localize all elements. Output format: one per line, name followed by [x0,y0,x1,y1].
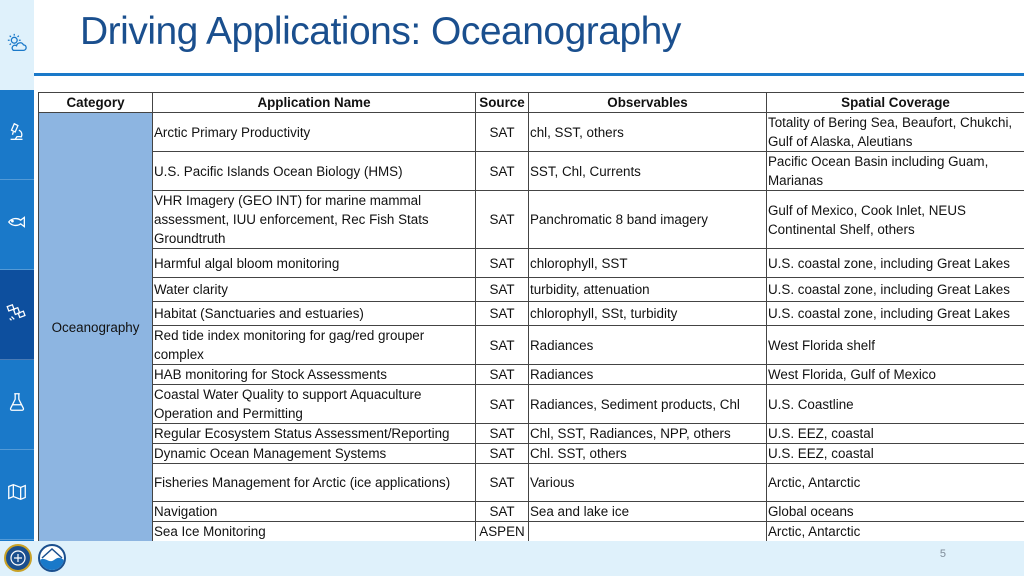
coverage-cell: U.S. coastal zone, including Great Lakes [767,278,1024,302]
table-row [39,113,1024,152]
sidebar-item-weather[interactable] [0,0,34,90]
application-cell: Water clarity [153,278,476,302]
header-category: Category [39,93,153,113]
observables-cell [529,522,767,542]
table-row [39,444,1024,464]
page-number: 5 [939,548,946,560]
sidebar [0,0,34,576]
header-observables: Observables [529,93,767,113]
flask-icon [6,391,28,418]
source-cell: ASPEN [476,522,529,542]
table-row [39,385,1024,424]
sidebar-item-map[interactable] [0,450,34,540]
coverage-cell: Totality of Bering Sea, Beaufort, Chukchi, Gulf of Alaska, Aleutians [767,113,1024,152]
coverage-cell: U.S. coastal zone, including Great Lakes [767,302,1024,326]
observables-cell: Panchromatic 8 band imagery [529,191,767,249]
application-cell: Navigation [153,502,476,522]
observables-cell: chlorophyll, SSt, turbidity [529,302,767,326]
fish-icon [6,211,28,238]
source-cell: SAT [476,365,529,385]
observables-cell: Various [529,464,767,502]
source-cell: SAT [476,152,529,191]
application-cell: Regular Ecosystem Status Assessment/Reporting [153,424,476,444]
source-cell: SAT [476,278,529,302]
source-cell: SAT [476,302,529,326]
coverage-cell: Pacific Ocean Basin including Guam, Marianas [767,152,1024,191]
observables-cell: chl, SST, others [529,113,767,152]
application-cell: Red tide index monitoring for gag/red grouper complex [153,326,476,365]
table-row [39,424,1024,444]
map-icon [6,481,28,508]
application-cell: Habitat (Sanctuaries and estuaries) [153,302,476,326]
application-cell: Sea Ice Monitoring [153,522,476,542]
satellite-icon [6,301,28,328]
observables-cell: Sea and lake ice [529,502,767,522]
applications-table [38,92,1024,542]
observables-cell: Radiances, Sediment products, Chl [529,385,767,424]
source-cell: SAT [476,249,529,278]
observables-cell: Radiances [529,365,767,385]
application-cell: Dynamic Ocean Management Systems [153,444,476,464]
observables-cell: turbidity, attenuation [529,278,767,302]
application-cell: Fisheries Management for Arctic (ice applications) [153,464,476,502]
microscope-icon [6,121,28,148]
application-cell: HAB monitoring for Stock Assessments [153,365,476,385]
coverage-cell: West Florida shelf [767,326,1024,365]
source-cell: SAT [476,191,529,249]
sidebar-item-satellite[interactable] [0,270,34,360]
observables-cell: chlorophyll, SST [529,249,767,278]
coverage-cell: West Florida, Gulf of Mexico [767,365,1024,385]
weather-icon [6,32,28,59]
source-cell: SAT [476,424,529,444]
noaa-logo [38,544,66,572]
header-coverage: Spatial Coverage [767,93,1024,113]
table-row [39,302,1024,326]
title-divider [34,73,1024,76]
table-row [39,152,1024,191]
observables-cell: Chl. SST, others [529,444,767,464]
table-row [39,365,1024,385]
coverage-cell: U.S. Coastline [767,385,1024,424]
coverage-cell: Arctic, Antarctic [767,464,1024,502]
coverage-cell: Global oceans [767,502,1024,522]
header-source: Source [476,93,529,113]
source-cell: SAT [476,326,529,365]
application-cell: U.S. Pacific Islands Ocean Biology (HMS) [153,152,476,191]
table-row [39,502,1024,522]
table-row [39,326,1024,365]
coverage-cell: U.S. coastal zone, including Great Lakes [767,249,1024,278]
sidebar-item-flask[interactable] [0,360,34,450]
table-row [39,249,1024,278]
header-application: Application Name [153,93,476,113]
commerce-seal-logo [4,544,32,572]
category-cell: Oceanography [39,113,153,542]
footer [0,541,1024,576]
table-row [39,464,1024,502]
table-row [39,278,1024,302]
table-row [39,522,1024,542]
application-cell: Arctic Primary Productivity [153,113,476,152]
table-row [39,191,1024,249]
page-title: Driving Applications: Oceanography [80,10,681,53]
table-body [39,113,1024,542]
source-cell: SAT [476,464,529,502]
application-cell: VHR Imagery (GEO INT) for marine mammal assessment, IUU enforcement, Rec Fish Stats Groundtruth [153,191,476,249]
coverage-cell: Gulf of Mexico, Cook Inlet, NEUS Continental Shelf, others [767,191,1024,249]
source-cell: SAT [476,113,529,152]
source-cell: SAT [476,385,529,424]
application-cell: Coastal Water Quality to support Aquaculture Operation and Permitting [153,385,476,424]
observables-cell: Chl, SST, Radiances, NPP, others [529,424,767,444]
sidebar-item-fish[interactable] [0,180,34,270]
observables-cell: Radiances [529,326,767,365]
coverage-cell: U.S. EEZ, coastal [767,424,1024,444]
source-cell: SAT [476,444,529,464]
coverage-cell: Arctic, Antarctic [767,522,1024,542]
sidebar-item-microscope[interactable] [0,90,34,180]
coverage-cell: U.S. EEZ, coastal [767,444,1024,464]
source-cell: SAT [476,502,529,522]
observables-cell: SST, Chl, Currents [529,152,767,191]
application-cell: Harmful algal bloom monitoring [153,249,476,278]
table-header-row [39,93,1024,113]
